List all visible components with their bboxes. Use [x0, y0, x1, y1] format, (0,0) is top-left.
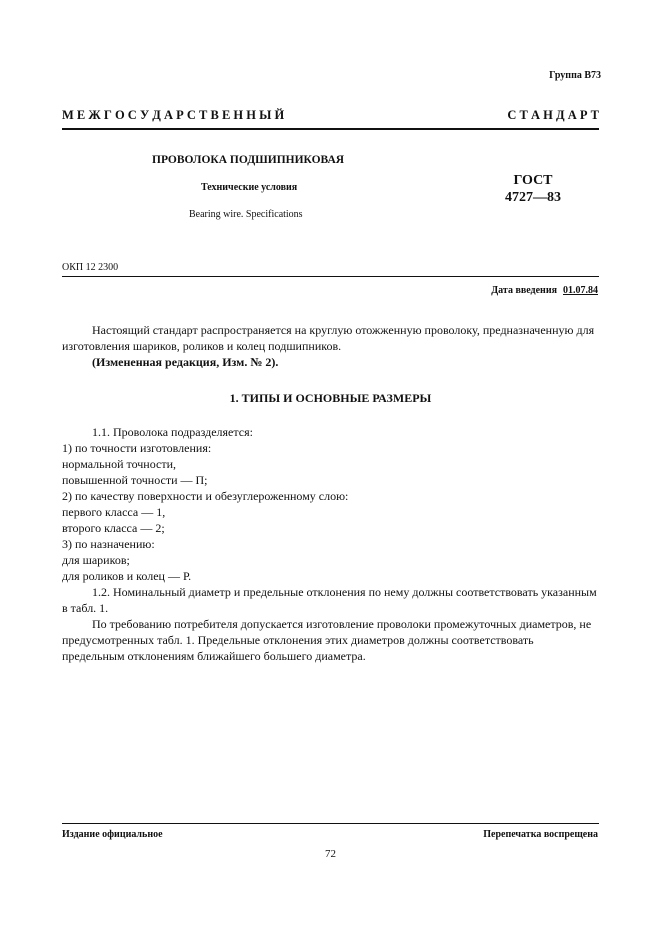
- document-body: [62, 322, 599, 664]
- list-line: нормальной точности,: [62, 457, 177, 471]
- list-line: 1.1. Проволока подразделяется:: [92, 425, 253, 439]
- header-divider: [62, 128, 599, 130]
- interstate-standard-heading: [62, 108, 599, 123]
- gost-number: [505, 172, 561, 206]
- date-value: 01.07.84: [563, 285, 598, 296]
- list-line: для роликов и колец — Р.: [62, 569, 192, 583]
- english-title: Bearing wire. Specifications: [189, 209, 303, 220]
- list-line: 2) по качеству поверхности и обезуглероженному слою:: [62, 489, 349, 503]
- gost-label: ГОСТ: [513, 173, 553, 188]
- footer-divider: [62, 823, 599, 824]
- page-number: 72: [325, 848, 336, 860]
- list-line: повышенной точности — П;: [62, 473, 208, 487]
- interstate-word: М Е Ж Г О С У Д А Р С Т В Е Н Н Ы Й: [62, 108, 285, 122]
- paragraph-intermediate: По требованию потребителя допускается изготовление проволоки промежуточных диаметров, не предусмотренных табл. 1. Предельные отклонения этих диаметров должны соответствовать предельным отклонениям ближайшего большего диаметра.: [62, 617, 592, 663]
- official-edition: Издание официальное: [62, 829, 163, 840]
- document-subtitle: Технические условия: [201, 182, 298, 193]
- okp-divider: [62, 276, 599, 277]
- document-title: ПРОВОЛОКА ПОДШИПНИКОВАЯ: [152, 154, 345, 166]
- list-line: второго класса — 2;: [62, 521, 165, 535]
- effective-date: [491, 285, 598, 296]
- amendment-note: (Измененная редакция, Изм. № 2).: [92, 355, 279, 369]
- reprint-prohibited: Перепечатка воспрещена: [483, 829, 598, 840]
- intro-paragraph: Настоящий стандарт распространяется на круглую отожженную проволоку, предназначенную для изготовления шариков, роликов и колец подшипников.: [62, 323, 595, 353]
- list-line: 3) по назначению:: [62, 537, 155, 551]
- list-line: 1) по точности изготовления:: [62, 441, 212, 455]
- paragraph-1-2: 1.2. Номинальный диаметр и предельные отклонения по нему должны соответствовать указанным в табл. 1.: [62, 585, 597, 615]
- group-code: Группа В73: [549, 70, 601, 81]
- list-line: первого класса — 1,: [62, 505, 166, 519]
- standard-word: С Т А Н Д А Р Т: [507, 108, 599, 122]
- date-label: Дата введения: [491, 285, 557, 296]
- okp-code: ОКП 12 2300: [62, 262, 119, 273]
- gost-code: 4727—83: [505, 190, 561, 205]
- list-line: для шариков;: [62, 553, 130, 567]
- section-title: 1. ТИПЫ И ОСНОВНЫЕ РАЗМЕРЫ: [229, 391, 432, 405]
